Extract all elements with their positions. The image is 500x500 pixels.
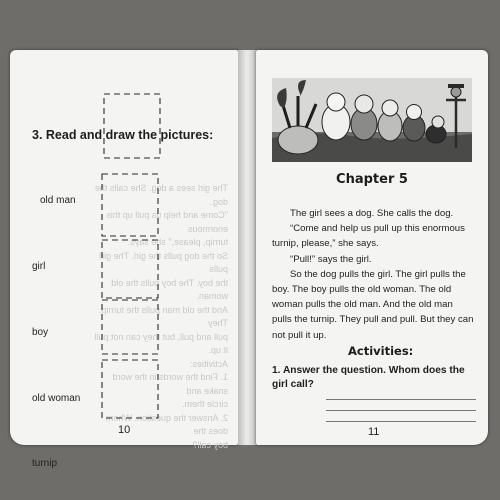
answer-line	[326, 421, 476, 422]
word-old-man: old man	[40, 195, 76, 206]
drawing-box-old-woman	[102, 300, 158, 354]
story-text	[272, 206, 474, 343]
drawing-boxes	[10, 50, 238, 445]
word-boy: boy	[32, 327, 49, 338]
book-spine	[238, 50, 256, 445]
drawing-box-boy	[102, 240, 158, 298]
answer-line	[326, 410, 476, 411]
activity-question: 1. Answer the question. Whom does the girl call?	[272, 365, 465, 390]
right-page	[256, 50, 488, 445]
story-paragraph: “Come and help us pull up this enormous turnip, please,” she says.	[272, 223, 465, 250]
page-number-right: 11	[368, 426, 380, 438]
story-illustration	[272, 78, 472, 162]
page-number-left: 10	[118, 424, 131, 436]
left-page	[10, 50, 238, 469]
word-old-woman: old woman	[32, 393, 81, 404]
drawing-box-girl	[102, 174, 158, 236]
exercise-heading: 3. Read and draw the pictures:	[32, 128, 214, 142]
story-paragraph: The girl sees a dog. She calls the dog.	[290, 208, 454, 219]
story-paragraph: “Pull!” says the girl.	[290, 253, 372, 265]
story-paragraph: So the dog pulls the girl. The girl pulls the boy. The boy pulls the old woman. The old woman pulls the old man. And the old man pulls the turnip. They pull and pull. But they can not pull it up.	[272, 268, 474, 341]
chapter-title: Chapter 5	[336, 172, 408, 187]
bleed-through-text: The girl sees a dog. She calls the dog. "Come and help us pull up this enormous turnip, please," she says. So the dog pulls the girl. The girl pulls the boy. The boy pulls the old woman. And the old man pulls the turnip. They pull and pull, but they can not pull it up. Activities: 1. Find the words in the word snake and circle them. 2. Answer the question. Whom does the boy call?	[94, 183, 228, 450]
word-turnip: turnip	[32, 458, 58, 469]
activities-heading: Activities:	[348, 344, 414, 358]
answer-line	[326, 399, 476, 400]
drawing-box-old-man	[104, 94, 160, 158]
word-girl: girl	[32, 261, 46, 272]
drawing-box-turnip	[102, 360, 158, 418]
